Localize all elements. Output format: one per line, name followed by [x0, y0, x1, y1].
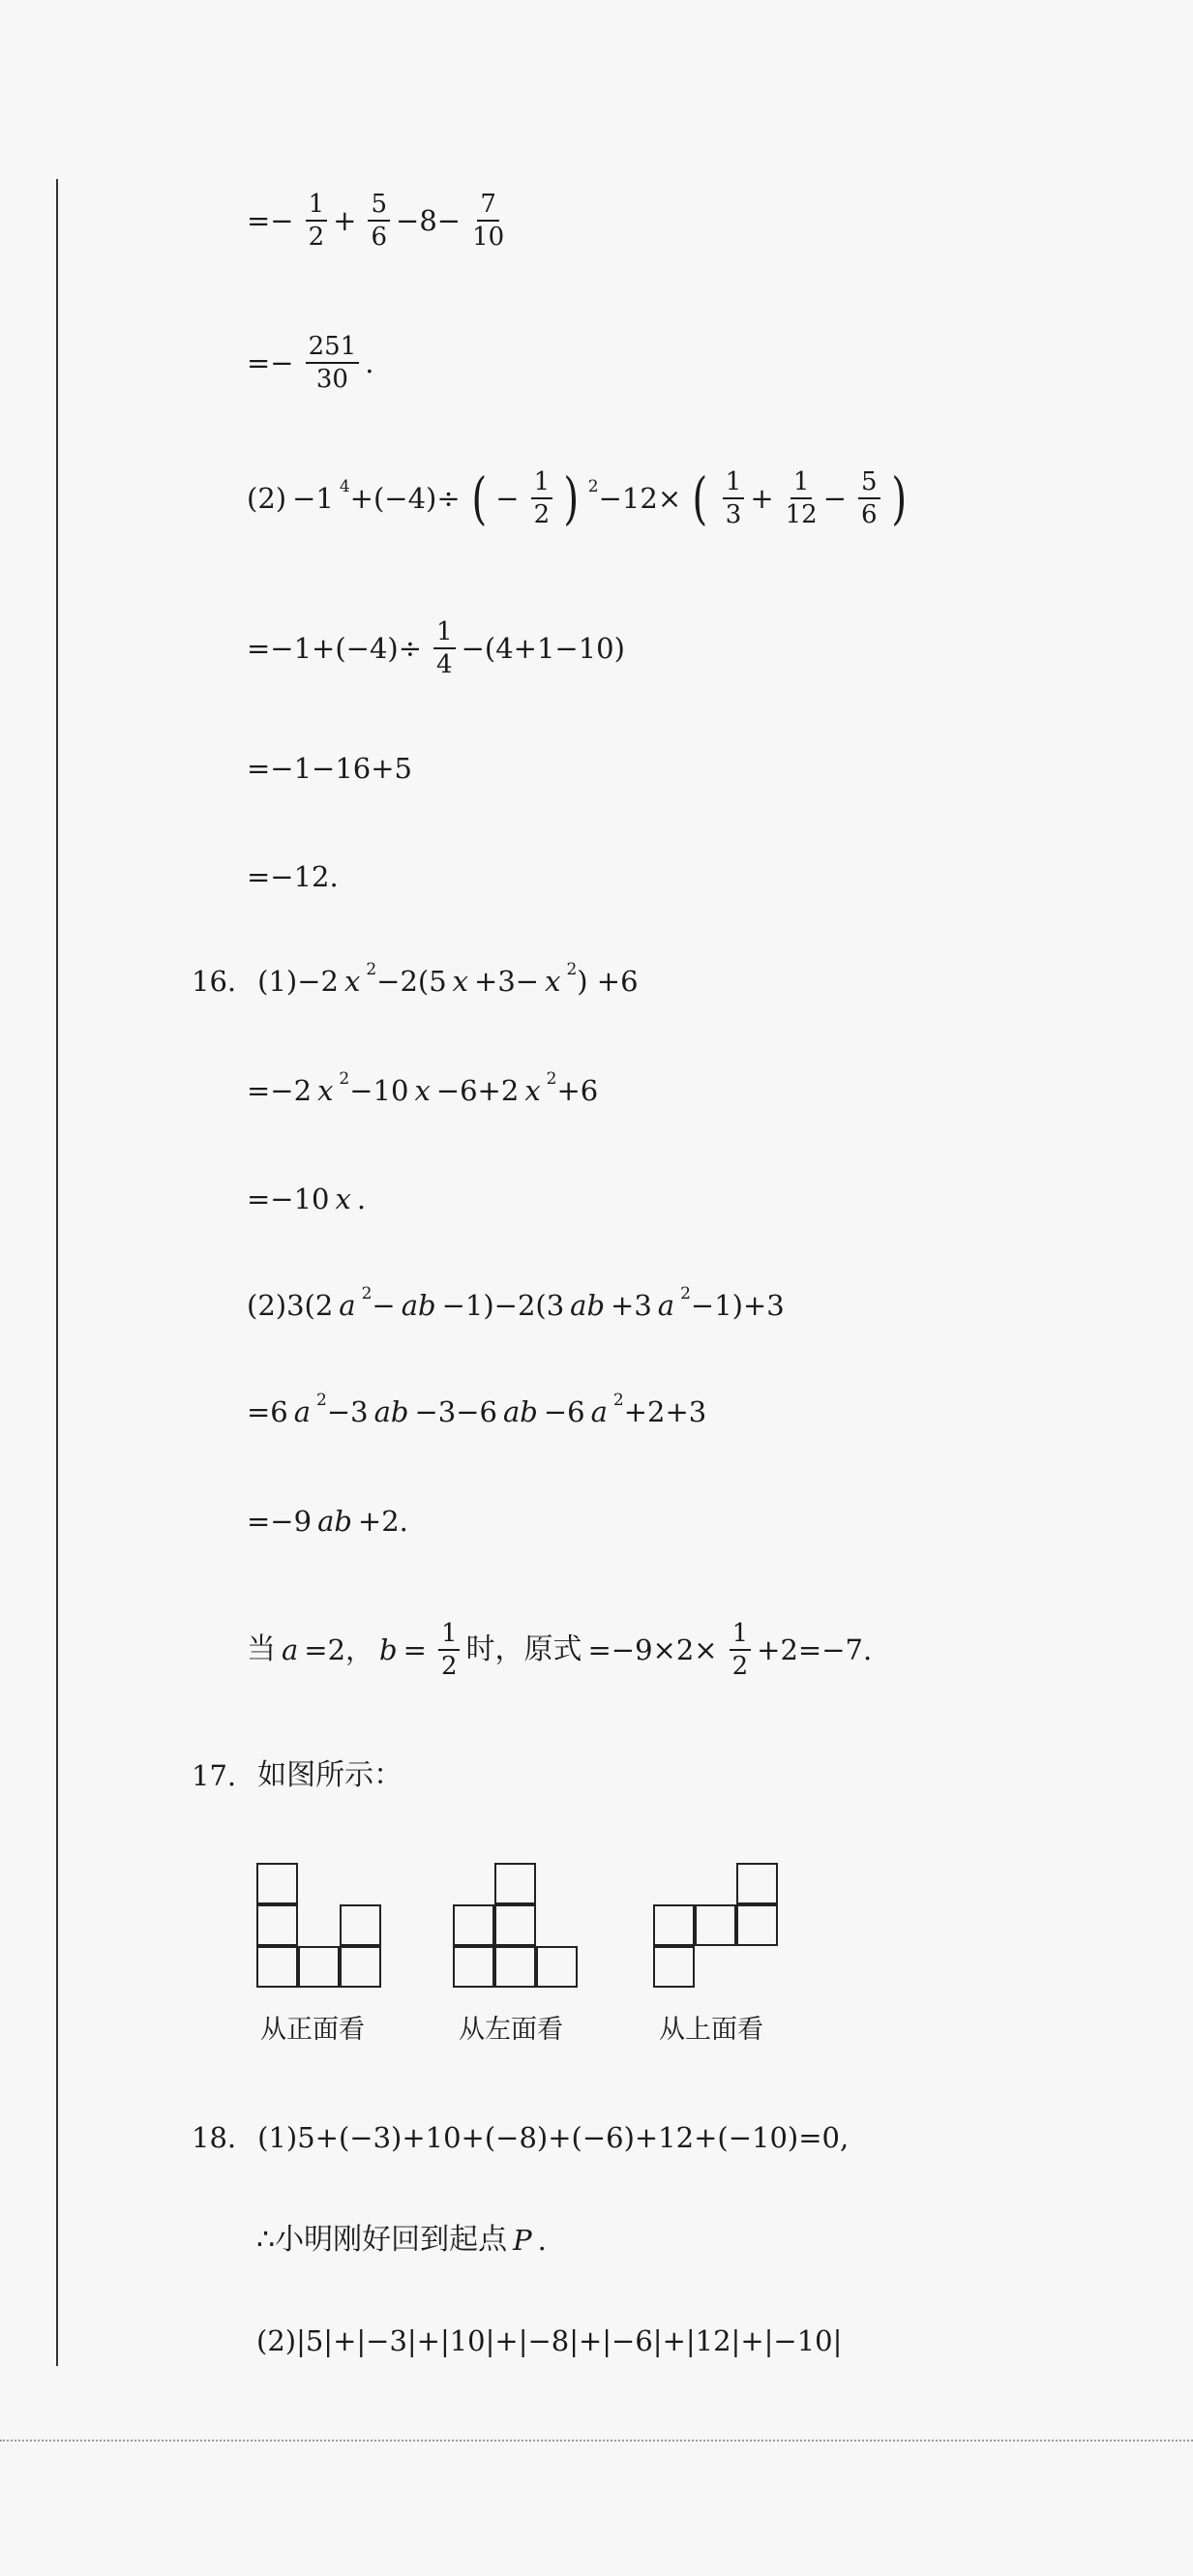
fraction: $\frac{5}{6}$ [368, 192, 390, 250]
equation-line: =−1+(−4)÷ $\frac{1}{4}$ −(4+1−10) [247, 617, 625, 679]
fraction: $\frac{1}{2}$ [531, 469, 553, 527]
equation-line: (2)3(2 a $^2$ − ab −1)−2(3 ab +3 a $^2$ −1)+3 [247, 1284, 785, 1322]
equation-line: =6 a $^2$ −3 ab −3−6 ab −6 a $^2$ +2+3 [247, 1391, 707, 1428]
fraction: $\frac{5}{6}$ [858, 469, 880, 527]
equation-line: =− $\frac{251}{30}$ . [247, 332, 374, 394]
equation-line: =−9 ab +2. [247, 1505, 408, 1538]
equation-line: (2)|5|+|−3|+|10|+|−8|+|−6|+|12|+|−10| [256, 2324, 843, 2357]
fraction: $\frac{7}{10}$ [472, 190, 505, 252]
fraction: $\frac{1}{12}$ [785, 467, 818, 529]
equation-line: 当 a =2， b = $\frac{1}{2}$ 时，原式 =−9×2× $\frac{1}{2}$ +2=−7. [247, 1619, 873, 1681]
fraction: $\frac{1}{4}$ [433, 619, 456, 677]
front-view-caption: 从正面看 [260, 2015, 365, 2045]
equation-line: =−12. [247, 860, 339, 893]
equation-line: =−1−16+5 [247, 752, 412, 785]
question-16-line: 16. (1)−2 x $^2$ −2(5 x +3− x $^2$ ) +6 [192, 960, 639, 998]
question-18-line: 18. (1)5+(−3)+10+(−8)+(−6)+12+(−10)=0, [192, 2121, 850, 2154]
equation-line: =− $\frac{1}{2}$ + $\frac{5}{6}$ −8− $\frac{7}{10}$ [247, 190, 505, 252]
fraction: $\frac{1}{2}$ [306, 192, 328, 250]
equation-line: =−10 x . [247, 1183, 367, 1215]
fraction: $\frac{1}{2}$ [730, 1621, 752, 1679]
fraction: $\frac{251}{30}$ [306, 334, 360, 392]
three-views-figure [256, 1863, 808, 2085]
dotted-divider [0, 2440, 1193, 2441]
question-17-line: 17. 如图所示： [192, 1758, 403, 1792]
margin-rule [56, 179, 58, 2366]
conclusion-line: ∴小明刚好回到起点 P . [256, 2223, 547, 2257]
equation-line: (2) −1 $^4$ +(−4)÷ ( − $\frac{1}{2}$ ) $^2$ −12× ( $\frac{1}{3}$ + $\frac{1}{12}$ − $\frac{5}{6}$ ) [247, 465, 907, 531]
left-view-caption: 从左面看 [459, 2015, 563, 2045]
fraction: $\frac{1}{2}$ [438, 1621, 461, 1679]
fraction: $\frac{1}{3}$ [723, 469, 745, 527]
top-view-caption: 从上面看 [659, 2015, 763, 2045]
equation-line: =−2 x $^2$ −10 x −6+2 x $^2$ +6 [247, 1069, 599, 1107]
